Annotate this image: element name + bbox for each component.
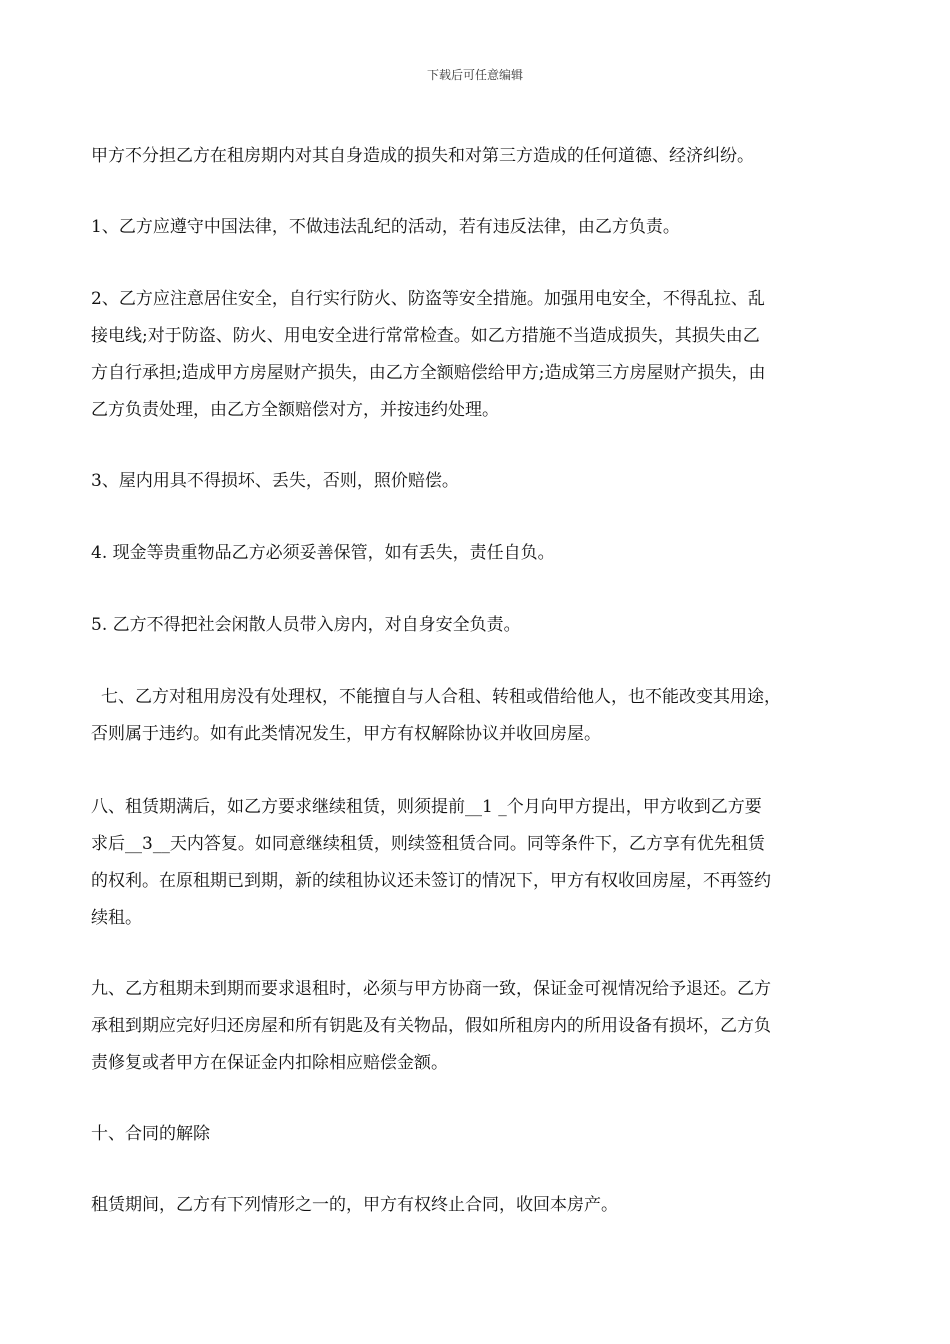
paragraph-item-1 bbox=[91, 209, 861, 246]
section-heading-termination bbox=[91, 1116, 861, 1153]
paragraph-line: 七、乙方对租用房没有处理权，不能擅自与人合租、转租或借给他人，也不能改变其用途， bbox=[101, 687, 781, 707]
paragraph-item-4 bbox=[91, 535, 861, 572]
header-note: 下载后可任意编辑 bbox=[426, 68, 523, 82]
paragraph-line: 十、合同的解除 bbox=[91, 1124, 210, 1144]
paragraph-line: 甲方不分担乙方在租房期内对其自身造成的损失和对第三方造成的任何道德、经济纠纷。 bbox=[91, 146, 754, 166]
paragraph-section-9 bbox=[91, 971, 861, 1082]
paragraph-line: 方自行承担;造成甲方房屋财产损失，由乙方全额赔偿给甲方;造成第三方房屋财产损失，由 bbox=[91, 363, 766, 383]
paragraph-line: 5. 乙方不得把社会闲散人员带入房内，对自身安全负责。 bbox=[91, 615, 521, 635]
paragraph-line: 责修复或者甲方在保证金内扣除相应赔偿金额。 bbox=[91, 1053, 448, 1073]
paragraph-line: 承租到期应完好归还房屋和所有钥匙及有关物品，假如所租房内的所用设备有损坏，乙方负 bbox=[91, 1016, 771, 1036]
paragraph-item-5 bbox=[91, 607, 861, 644]
paragraph-line: 2、乙方应注意居住安全，自行实行防火、防盗等安全措施。加强用电安全，不得乱拉、乱 bbox=[91, 289, 765, 309]
paragraph-line: 4. 现金等贵重物品乙方必须妥善保管，如有丢失，责任自负。 bbox=[91, 543, 555, 563]
paragraph-line: 八、租赁期满后，如乙方要求继续租赁，则须提前__1 _个月向甲方提出，甲方收到乙方要 bbox=[91, 797, 762, 817]
paragraph-line: 1、乙方应遵守中国法律，不做违法乱纪的活动，若有违反法律，由乙方负责。 bbox=[91, 217, 680, 237]
paragraph-liability bbox=[91, 138, 861, 175]
paragraph-line: 租赁期间，乙方有下列情形之一的，甲方有权终止合同，收回本房产。 bbox=[91, 1195, 618, 1215]
paragraph-line: 九、乙方租期未到期而要求退租时，必须与甲方协商一致，保证金可视情况给予退还。乙方 bbox=[91, 979, 771, 999]
paragraph-line: 否则属于违约。如有此类情况发生，甲方有权解除协议并收回房屋。 bbox=[91, 724, 601, 744]
paragraph-line: 续租。 bbox=[91, 908, 142, 928]
paragraph-section-7 bbox=[91, 679, 861, 753]
paragraph-line: 求后__3__天内答复。如同意继续租赁，则续签租赁合同。同等条件下，乙方享有优先租赁 bbox=[91, 834, 765, 854]
paragraph-line: 的权利。在原租期已到期，新的续租协议还未签订的情况下，甲方有权收回房屋，不再签约 bbox=[91, 871, 771, 891]
paragraph-section-8 bbox=[91, 789, 861, 937]
paragraph-line: 乙方负责处理，由乙方全额赔偿对方，并按违约处理。 bbox=[91, 400, 499, 420]
paragraph-item-3 bbox=[91, 463, 861, 500]
paragraph-item-2 bbox=[91, 281, 861, 429]
paragraph-line: 3、屋内用具不得损坏、丢失，否则，照价赔偿。 bbox=[91, 471, 459, 491]
paragraph-termination-conditions bbox=[91, 1187, 861, 1224]
paragraph-line: 接电线;对于防盗、防火、用电安全进行常常检查。如乙方措施不当造成损失，其损失由乙 bbox=[91, 326, 760, 346]
